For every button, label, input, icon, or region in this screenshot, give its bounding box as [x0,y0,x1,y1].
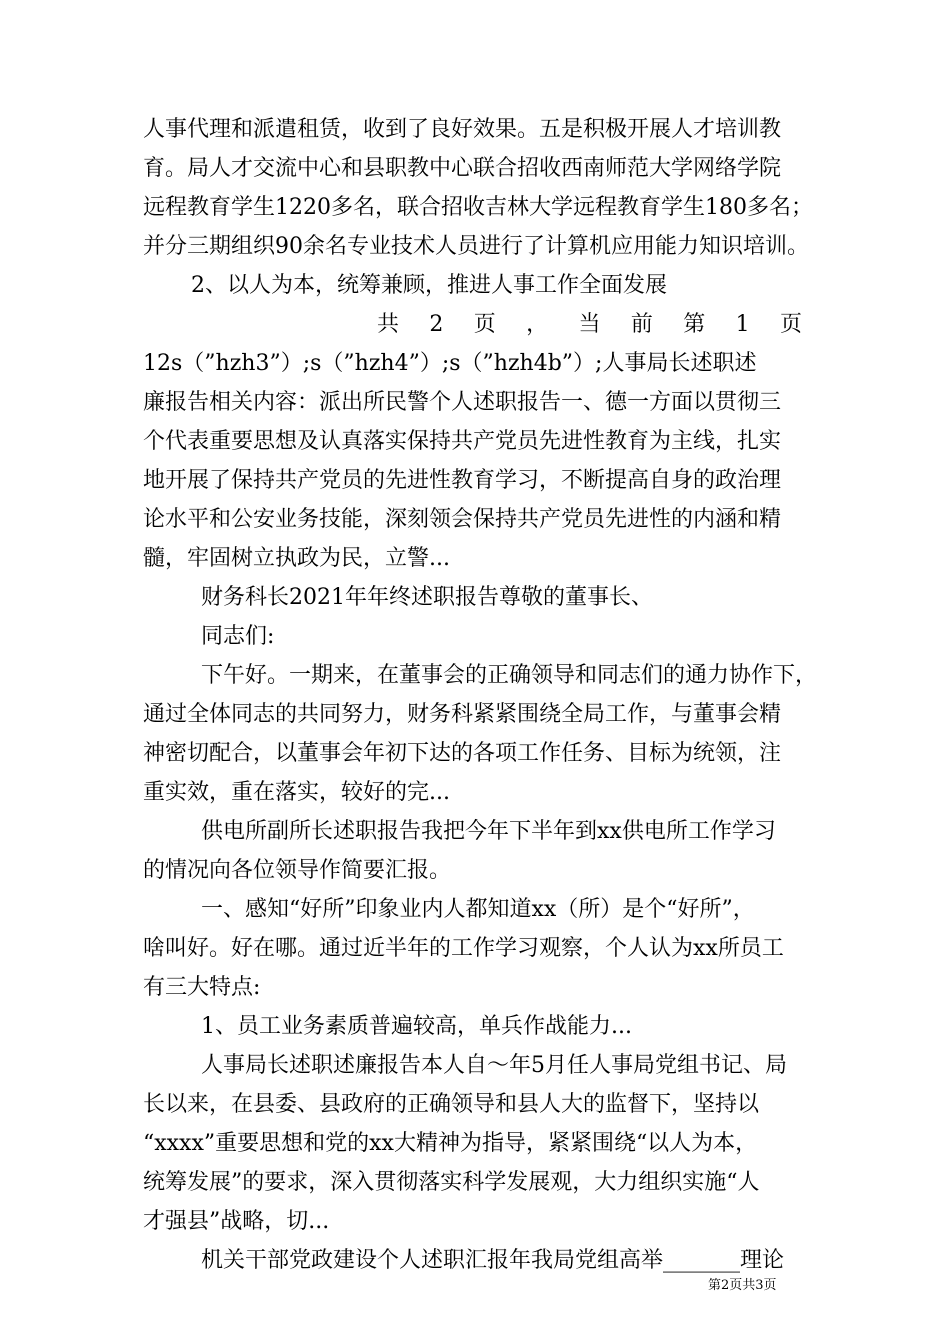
paragraph-line: 一、感知“好所”印象业内人都知道xx（所）是个“好所”， [201,897,755,922]
paragraph-line: 下午好。一期来，在董事会的正确领导和同志们的通力协作下， [201,663,818,688]
page-indicator-comma: ， [526,312,549,337]
paragraph-line: 地开展了保持共产党员的先进性教育学习，不断提高自身的政治理 [143,468,782,493]
page-indicator-ye: 页 [473,312,496,337]
paragraph-line: 通过全体同志的共同努力，财务科紧紧围绕全局工作，与董事会精 [143,702,782,727]
page-indicator-total: 2 [429,312,444,337]
section-heading: 2、以人为本，统筹兼顾，推进人事工作全面发展 [191,273,667,298]
paragraph-line: 远程教育学生1220多名，联合招收吉林大学远程教育学生180多名； [143,195,813,220]
paragraph-line: 人事代理和派遣租赁，收到了良好效果。五是积极开展人才培训教 [143,117,782,142]
page-number-footer: 第2页共3页 [708,1278,777,1293]
paragraph-line: 1、员工业务素质普遍较高，单兵作战能力... [201,1014,632,1039]
paragraph-line: 神密切配合，以董事会年初下达的各项工作任务、目标为统领，注 [143,741,782,766]
paragraph-line: “xxxx”重要思想和党的xx大精神为指导，紧紧围绕“以人为本， [143,1131,758,1156]
page-indicator-di: 第 [683,312,706,337]
page-indicator-qian: 前 [630,312,653,337]
page-indicator-gong: 共 [377,312,400,337]
paragraph-line: 个代表重要思想及认真落实保持共产党员先进性教育为主线，扎实 [143,429,782,454]
paragraph-line: 人事局长述职述廉报告本人自～年5月任人事局党组书记、局 [201,1053,787,1078]
paragraph-line: 髓，牢固树立执政为民，立警... [143,546,450,571]
paragraph-line: 的情况向各位领导作简要汇报。 [143,858,452,883]
paragraph-line: 廉报告相关内容：派出所民警个人述职报告一、德一方面以贯彻三 [143,390,782,415]
paragraph-line: 有三大特点: [143,975,261,1000]
paragraph-line: 统筹发展”的要求，深入贯彻落实科学发展观，大力组织实施“人 [143,1170,760,1195]
page-indicator-current: 1 [735,312,750,337]
page-indicator-dang: 当 [578,312,601,337]
paragraph-line: 财务科长2021年年终述职报告尊敬的董事长、 [201,585,653,610]
paragraph-line: 啥叫好。好在哪。通过近半年的工作学习观察，个人认为xx所员工 [143,936,784,961]
paragraph-line: 并分三期组织90余名专业技术人员进行了计算机应用能力知识培训。 [143,234,809,259]
paragraph-line: 同志们: [201,624,275,649]
paragraph-line: 才强县”战略，切... [143,1209,330,1234]
paragraph-line: 育。局人才交流中心和县职教中心联合招收西南师范大学网络学院 [143,156,782,181]
paragraph-line: 论水平和公安业务技能，深刻领会保持共产党员先进性的内涵和精 [143,507,782,532]
page-indicator-ye: 页 [779,312,802,337]
page-indicator [377,310,802,340]
paragraph-line: 机关干部党政建设个人述职汇报年我局党组高举_______理论 [201,1248,785,1273]
paragraph-line: 重实效，重在落实，较好的完... [143,780,450,805]
paragraph-line: 长以来，在县委、县政府的正确领导和县人大的监督下，坚持以 [143,1092,760,1117]
paragraph-line: 供电所副所长述职报告我把今年下半年到xx供电所工作学习 [201,819,776,844]
paragraph-line: 12s（”hzh3”）;s（”hzh4”）;s（”hzh4b”）;人事局长述职述 [143,351,757,376]
